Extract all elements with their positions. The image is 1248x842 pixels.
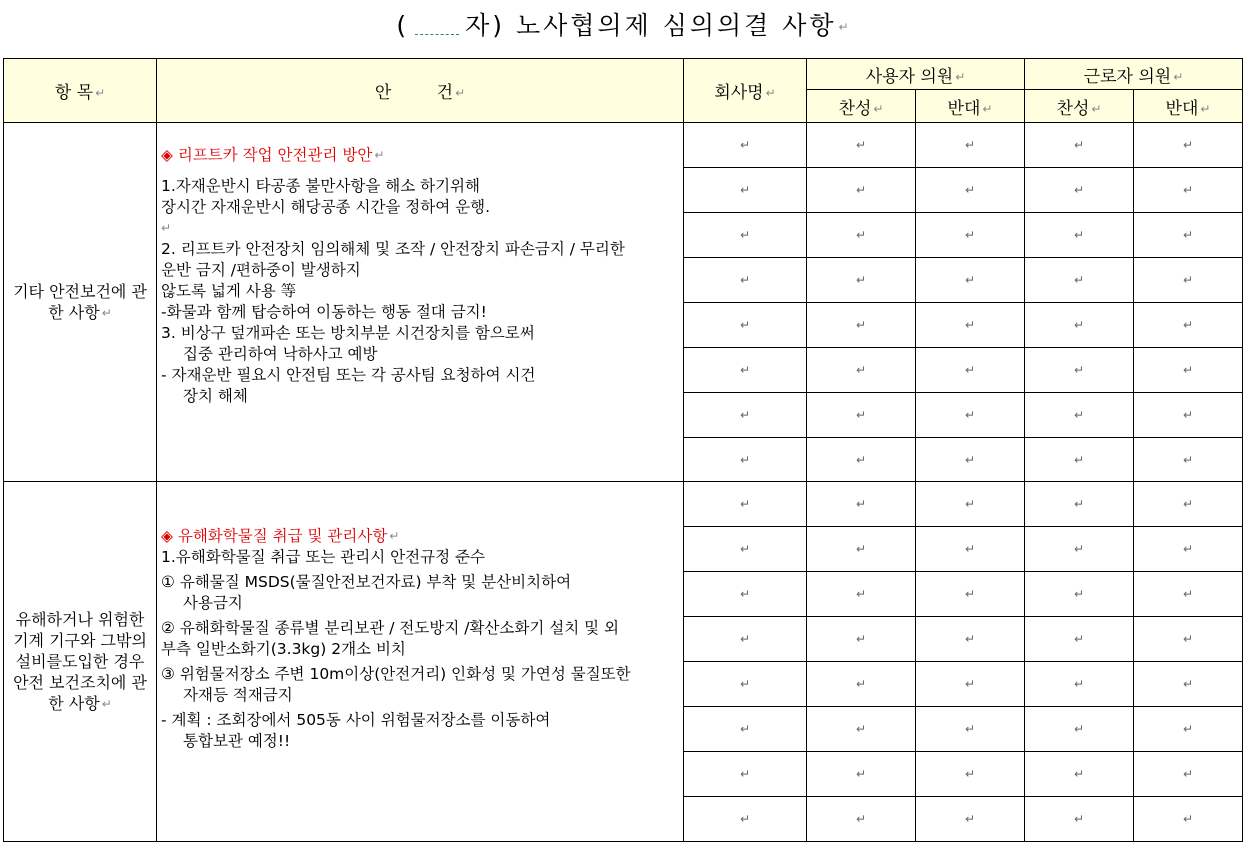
header-employer-oppose: 반대 ↵ [916, 90, 1025, 123]
vote-cell[interactable]: ↵ [1025, 752, 1134, 797]
vote-cell[interactable]: ↵ [1025, 617, 1134, 662]
vote-cell[interactable]: ↵ [807, 527, 916, 572]
vote-cell[interactable]: ↵ [807, 572, 916, 617]
vote-cell[interactable]: ↵ [1025, 482, 1134, 527]
vote-cell[interactable]: ↵ [684, 303, 807, 348]
diamond-bullet-icon: ◈ [161, 146, 173, 164]
vote-cell[interactable]: ↵ [807, 707, 916, 752]
vote-cell[interactable]: ↵ [1025, 662, 1134, 707]
vote-cell[interactable]: ↵ [807, 482, 916, 527]
vote-cell[interactable]: ↵ [807, 348, 916, 393]
agenda-line: 3. 비상구 덮개파손 또는 방치부분 시건장치를 함으로써 [161, 324, 535, 342]
header-employer-approve: 찬성 ↵ [807, 90, 916, 123]
vote-cell[interactable]: ↵ [684, 168, 807, 213]
agenda-line: 1.유해화학물질 취급 또는 관리시 안전규정 준수 [161, 548, 485, 566]
vote-cell[interactable]: ↵ [684, 707, 807, 752]
vote-cell[interactable]: ↵ [807, 393, 916, 438]
vote-cell[interactable]: ↵ [807, 123, 916, 168]
header-worker-approve: 찬성 ↵ [1025, 90, 1134, 123]
agenda-cell-1: ◈ 리프트카 작업 안전관리 방안 ↵ 1.자재운반시 타공종 불만사항을 해소 하기위해 장시간 자재운반시 해당공종 시간을 정하여 운행. ↵ 2. 리프트카 안전장치 임의해체 및 조작 / 안전장치 파손금지 / 무리한 운반 금지 /편하중이 발생하지 않도록 넓게 사용 等 -화물과 함께 탑승하여 이동하는 행동 절대 금지! 3. 비상구 덮개파손 또는 방치부분 시건장치를 함으로써 집중 관리하여 낙하사고 예방 - 자재운반 필요시 안전팀 또는 각 공사팀 요청하여 시건 장치 해체 [157, 123, 684, 482]
vote-cell[interactable]: ↵ [916, 438, 1025, 482]
vote-cell[interactable]: ↵ [1025, 707, 1134, 752]
agenda-line: ② 유해화학물질 종류별 분리보관 / 전도방지 /확산소화기 설치 및 외 [161, 619, 619, 637]
header-worker-oppose: 반대 ↵ [1134, 90, 1243, 123]
vote-cell[interactable]: ↵ [684, 348, 807, 393]
vote-cell[interactable]: ↵ [684, 752, 807, 797]
vote-cell[interactable]: ↵ [916, 303, 1025, 348]
vote-cell[interactable]: ↵ [916, 797, 1025, 842]
vote-cell[interactable]: ↵ [1134, 303, 1243, 348]
vote-cell[interactable]: ↵ [916, 482, 1025, 527]
agenda-line: - 계획 : 조회장에서 505동 사이 위험물저장소를 이동하여 [161, 711, 551, 729]
vote-cell[interactable]: ↵ [1134, 258, 1243, 303]
vote-cell[interactable]: ↵ [1025, 572, 1134, 617]
vote-cell[interactable]: ↵ [1025, 213, 1134, 258]
agenda-line: 2. 리프트카 안전장치 임의해체 및 조작 / 안전장치 파손금지 / 무리한 [161, 240, 625, 258]
vote-cell[interactable]: ↵ [1134, 662, 1243, 707]
vote-cell[interactable]: ↵ [807, 752, 916, 797]
title-blank [415, 20, 459, 35]
vote-cell[interactable]: ↵ [1134, 482, 1243, 527]
vote-cell[interactable]: ↵ [684, 662, 807, 707]
vote-cell[interactable]: ↵ [916, 393, 1025, 438]
vote-cell[interactable]: ↵ [1025, 348, 1134, 393]
category-cell-1: 기타 안전보건에 관한 사항 ↵ [4, 123, 157, 482]
agenda-line: 자재등 적재금지 [183, 686, 293, 704]
vote-cell[interactable]: ↵ [1134, 752, 1243, 797]
agenda-line: 부측 일반소화기(3.3kg) 2개소 비치 [161, 640, 406, 658]
vote-cell[interactable]: ↵ [1025, 797, 1134, 842]
vote-cell[interactable]: ↵ [1134, 797, 1243, 842]
vote-cell[interactable]: ↵ [1025, 527, 1134, 572]
title-open-paren: ( [396, 11, 410, 40]
header-item: 항 목 ↵ [4, 59, 157, 123]
vote-cell[interactable]: ↵ [1025, 123, 1134, 168]
vote-cell[interactable]: ↵ [916, 258, 1025, 303]
vote-cell[interactable]: ↵ [1134, 438, 1243, 482]
vote-cell[interactable]: ↵ [916, 617, 1025, 662]
category-cell-2: 유해하거나 위험한 기계 기구와 그밖의 설비를도입한 경우 안전 보건조치에 관한 사항 ↵ [4, 482, 157, 842]
vote-cell[interactable]: ↵ [1025, 438, 1134, 482]
vote-cell[interactable]: ↵ [684, 527, 807, 572]
vote-cell[interactable]: ↵ [916, 168, 1025, 213]
header-company: 회사명 ↵ [684, 59, 807, 123]
vote-cell[interactable]: ↵ [807, 213, 916, 258]
agenda-heading-1: ◈ 리프트카 작업 안전관리 방안 ↵ [161, 146, 385, 164]
vote-cell[interactable]: ↵ [1134, 213, 1243, 258]
vote-cell[interactable]: ↵ [1134, 348, 1243, 393]
vote-cell[interactable]: ↵ [916, 123, 1025, 168]
vote-cell[interactable]: ↵ [807, 797, 916, 842]
vote-cell[interactable]: ↵ [1134, 707, 1243, 752]
vote-cell[interactable]: ↵ [684, 213, 807, 258]
agenda-line: ① 유해물질 MSDS(물질안전보건자료) 부착 및 분산비치하여 [161, 573, 572, 591]
vote-cell[interactable]: ↵ [684, 617, 807, 662]
header-employer-members: 사용자 의원 ↵ [807, 59, 1025, 90]
diamond-bullet-icon: ◈ [161, 527, 173, 545]
vote-cell[interactable]: ↵ [684, 797, 807, 842]
vote-cell[interactable]: ↵ [1025, 393, 1134, 438]
title-text: 자) 노사협의제 심의의결 사항 [465, 11, 837, 40]
agenda-line: 사용금지 [183, 594, 243, 612]
vote-cell[interactable]: ↵ [807, 617, 916, 662]
vote-cell[interactable]: ↵ [684, 438, 807, 482]
vote-cell[interactable]: ↵ [684, 123, 807, 168]
vote-cell[interactable]: ↵ [916, 752, 1025, 797]
vote-cell[interactable]: ↵ [684, 482, 807, 527]
vote-cell[interactable]: ↵ [1025, 168, 1134, 213]
vote-cell[interactable]: ↵ [1134, 168, 1243, 213]
agenda-line: 장시간 자재운반시 해당공종 시간을 정하여 운행. [161, 198, 491, 216]
agenda-line: -화물과 함께 탑승하여 이동하는 행동 절대 금지! [161, 303, 487, 321]
agenda-line: ③ 위험물저장소 주변 10m이상(안전거리) 인화성 및 가연성 물질또한 [161, 665, 631, 683]
vote-cell[interactable]: ↵ [916, 348, 1025, 393]
vote-cell[interactable]: ↵ [1134, 572, 1243, 617]
vote-cell[interactable]: ↵ [807, 438, 916, 482]
vote-cell[interactable]: ↵ [1134, 527, 1243, 572]
vote-cell[interactable]: ↵ [807, 662, 916, 707]
header-worker-members: 근로자 의원 ↵ [1025, 59, 1243, 90]
vote-cell[interactable]: ↵ [684, 393, 807, 438]
document-title [0, 6, 1248, 42]
vote-cell[interactable]: ↵ [1025, 258, 1134, 303]
vote-cell[interactable]: ↵ [916, 662, 1025, 707]
agenda-line: 통합보관 예정!! [183, 732, 291, 750]
vote-cell[interactable]: ↵ [807, 303, 916, 348]
agenda-line: 않도록 넓게 사용 等 [161, 282, 297, 300]
vote-cell[interactable]: ↵ [684, 572, 807, 617]
agenda-line: 운반 금지 /편하중이 발생하지 [161, 261, 361, 279]
vote-cell[interactable]: ↵ [1134, 617, 1243, 662]
vote-cell[interactable]: ↵ [916, 527, 1025, 572]
vote-cell[interactable]: ↵ [807, 168, 916, 213]
agenda-line: 1.자재운반시 타공종 불만사항을 해소 하기위해 [161, 177, 480, 195]
header-agenda: 안 건 ↵ [157, 59, 684, 123]
vote-cell[interactable]: ↵ [916, 572, 1025, 617]
agenda-line: 집중 관리하여 낙하사고 예방 [183, 345, 378, 363]
vote-cell[interactable]: ↵ [916, 707, 1025, 752]
return-mark-icon: ↵ [838, 20, 852, 34]
vote-cell[interactable]: ↵ [807, 258, 916, 303]
agenda-line: - 자재운반 필요시 안전팀 또는 각 공사팀 요청하여 시건 [161, 366, 536, 384]
agenda-line: 장치 해체 [183, 387, 248, 405]
deliberation-table [3, 58, 1243, 842]
vote-cell[interactable]: ↵ [1134, 393, 1243, 438]
vote-cell[interactable]: ↵ [684, 258, 807, 303]
agenda-cell-2 [157, 482, 684, 842]
vote-cell[interactable]: ↵ [916, 213, 1025, 258]
agenda-heading-2: ◈ 유해화학물질 취급 및 관리사항 ↵ [161, 527, 400, 545]
vote-cell[interactable]: ↵ [1025, 303, 1134, 348]
vote-cell[interactable]: ↵ [1134, 123, 1243, 168]
